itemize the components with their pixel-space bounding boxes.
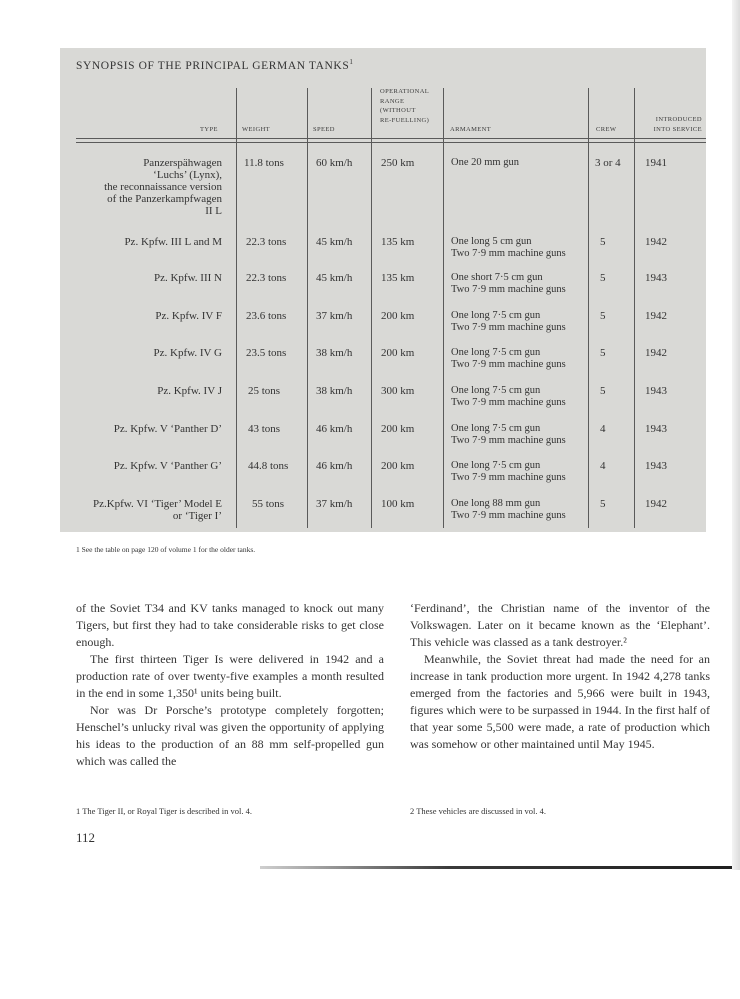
armament-cell: One 20 mm gun xyxy=(451,157,519,168)
weight-cell: 43 tons xyxy=(248,423,281,435)
introduced-cell: 1943 xyxy=(645,272,667,284)
crew-cell: 5 xyxy=(600,347,606,359)
range-cell: 200 km xyxy=(381,460,415,472)
header-introduced: INTRODUCED INTO SERVICE xyxy=(653,116,702,133)
paragraph: Nor was Dr Porsche’s prototype completely forgotten; Henschel’s unlucky rival was given the opportunity of applying his ideas to the production of an 88 mm self-propelled gun which was called the xyxy=(76,703,384,768)
range-cell: 100 km xyxy=(381,498,415,510)
introduced-cell: 1942 xyxy=(645,310,667,322)
type-cell: Pz. Kpfw. III N xyxy=(153,272,222,284)
introduced-cell: 1942 xyxy=(645,347,667,359)
left-footnote: 1 The Tiger II, or Royal Tiger is described in vol. 4. xyxy=(76,806,252,816)
crew-cell: 5 xyxy=(600,310,606,322)
header-speed: SPEED xyxy=(313,126,335,133)
armament-cell: One long 7·5 cm gun Two 7·9 mm machine guns xyxy=(451,385,566,408)
paragraph: of the Soviet T34 and KV tanks managed to knock out many Tigers, but first they had to take considerable risks to get close enough. xyxy=(76,601,384,649)
range-cell: 250 km xyxy=(381,157,415,169)
armament-cell: One short 7·5 cm gun Two 7·9 mm machine guns xyxy=(451,272,566,295)
speed-cell: 46 km/h xyxy=(316,423,353,435)
weight-cell: 23.6 tons xyxy=(246,310,287,322)
type-cell: Pz. Kpfw. V ‘Panther G’ xyxy=(113,460,222,472)
header-type: TYPE xyxy=(200,126,218,133)
paragraph: The first thirteen Tiger Is were delivered in 1942 and a production rate of over twenty-five examples a month resulted in the end in some 1,350¹ units being built. xyxy=(76,652,384,700)
page-number: 112 xyxy=(76,830,96,845)
crew-cell: 5 xyxy=(600,498,606,510)
page-bottom-shadow xyxy=(260,866,732,869)
weight-cell: 11.8 tons xyxy=(244,157,284,169)
crew-cell: 4 xyxy=(600,460,606,472)
speed-cell: 45 km/h xyxy=(316,236,353,248)
introduced-cell: 1941 xyxy=(645,157,667,169)
armament-cell: One long 7·5 cm gun Two 7·9 mm machine guns xyxy=(451,347,566,370)
crew-cell: 4 xyxy=(600,423,606,435)
weight-cell: 25 tons xyxy=(248,385,281,397)
type-cell: Pz. Kpfw. III L and M xyxy=(124,236,222,248)
paragraph: ‘Ferdinand’, the Christian name of the inventor of the Volkswagen. Later on it became known as the ‘Elephant’. This vehicle was classed as a tank destroyer.² xyxy=(410,601,710,649)
table-footnote: 1 See the table on page 120 of volume 1 for the older tanks. xyxy=(76,545,256,554)
armament-cell: One long 7·5 cm gun Two 7·9 mm machine guns xyxy=(451,460,566,483)
type-cell: Pz. Kpfw. IV J xyxy=(157,385,222,397)
header-crew: CREW xyxy=(596,126,617,133)
header-weight: WEIGHT xyxy=(242,126,271,133)
range-cell: 135 km xyxy=(381,272,415,284)
weight-cell: 22.3 tons xyxy=(246,236,287,248)
table-title: SYNOPSIS OF THE PRINCIPAL GERMAN TANKS$^1$ xyxy=(76,58,354,72)
range-cell: 200 km xyxy=(381,423,415,435)
type-cell: Pz.Kpfw. VI ‘Tiger’ Model E or ‘Tiger I’ xyxy=(92,498,222,522)
type-cell: Pz. Kpfw. IV F xyxy=(155,310,222,322)
right-footnote: 2 These vehicles are discussed in vol. 4. xyxy=(410,806,547,816)
speed-cell: 38 km/h xyxy=(316,385,353,397)
type-cell: Panzerspähwagen ‘Luchs’ (Lynx), the reconnaissance version of the Panzerkampfwagen II L xyxy=(104,157,222,217)
introduced-cell: 1943 xyxy=(645,460,667,472)
body-left-column xyxy=(76,600,384,770)
speed-cell: 37 km/h xyxy=(316,498,353,510)
range-cell: 200 km xyxy=(381,310,415,322)
weight-cell: 55 tons xyxy=(252,498,285,510)
weight-cell: 22.3 tons xyxy=(246,272,287,284)
armament-cell: One long 7·5 cm gun Two 7·9 mm machine guns xyxy=(451,310,566,333)
weight-cell: 23.5 tons xyxy=(246,347,287,359)
speed-cell: 38 km/h xyxy=(316,347,353,359)
speed-cell: 46 km/h xyxy=(316,460,353,472)
armament-cell: One long 5 cm gun Two 7·9 mm machine guns xyxy=(451,236,566,259)
body-right-column xyxy=(410,600,710,753)
crew-cell: 5 xyxy=(600,385,606,397)
type-cell: Pz. Kpfw. V ‘Panther D’ xyxy=(113,423,222,435)
introduced-cell: 1942 xyxy=(645,498,667,510)
speed-cell: 37 km/h xyxy=(316,310,353,322)
introduced-cell: 1943 xyxy=(645,385,667,397)
introduced-cell: 1943 xyxy=(645,423,667,435)
crew-cell: 5 xyxy=(600,236,606,248)
armament-cell: One long 88 mm gun Two 7·9 mm machine guns xyxy=(451,498,566,521)
crew-cell: 3 or 4 xyxy=(595,157,621,169)
speed-cell: 45 km/h xyxy=(316,272,353,284)
introduced-cell: 1942 xyxy=(645,236,667,248)
type-cell: Pz. Kpfw. IV G xyxy=(153,347,222,359)
range-cell: 135 km xyxy=(381,236,415,248)
crew-cell: 5 xyxy=(600,272,606,284)
armament-cell: One long 7·5 cm gun Two 7·9 mm machine guns xyxy=(451,423,566,446)
page-edge-shadow xyxy=(732,0,740,870)
paragraph: Meanwhile, the Soviet threat had made the need for an increase in tank production more urgent. In 1942 4,278 tanks emerged from the factories and 5,966 were built in 1943, figures which were to be surpassed in 1944. In the first half of that year some 5,500 were made, a rate of production which was somehow or other maintained until May 1945. xyxy=(410,652,710,751)
header-armament: ARMAMENT xyxy=(450,126,492,133)
speed-cell: 60 km/h xyxy=(316,157,353,169)
range-cell: 300 km xyxy=(381,385,415,397)
weight-cell: 44.8 tons xyxy=(248,460,289,472)
range-cell: 200 km xyxy=(381,347,415,359)
header-range: OPERATIONAL RANGE (WITHOUT RE-FUELLING) xyxy=(380,88,430,124)
